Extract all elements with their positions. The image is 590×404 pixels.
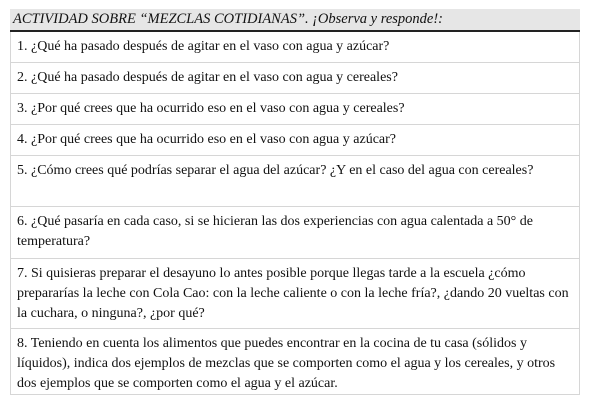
- question-row-2: 2. ¿Qué ha pasado después de agitar en el vaso con agua y cereales?: [10, 63, 580, 94]
- activity-table: [10, 9, 580, 395]
- question-row-5: 5. ¿Cómo crees qué podrías separar el agua del azúcar? ¿Y en el caso del agua con cereales?: [10, 156, 580, 207]
- question-row-3: 3. ¿Por qué crees que ha ocurrido eso en el vaso con agua y cereales?: [10, 94, 580, 125]
- table-header: [10, 9, 580, 32]
- question-row-4: 4. ¿Por qué crees que ha ocurrido eso en el vaso con agua y azúcar?: [10, 125, 580, 156]
- question-row-8: 8. Teniendo en cuenta los alimentos que puedes encontrar en la cocina de tu casa (sólidos y líquidos), indica dos ejemplos de mezclas que se comporten como el agua y los cereales, y otros dos ejemplos que se comporten como el agua y el azúcar.: [10, 329, 580, 395]
- header-title: ACTIVIDAD SOBRE “MEZCLAS COTIDIANAS”.: [13, 11, 313, 27]
- question-row-6: 6. ¿Qué pasaría en cada caso, si se hicieran las dos experiencias con agua calentada a 50° de temperatura?: [10, 207, 580, 259]
- question-row-1: 1. ¿Qué ha pasado después de agitar en el vaso con agua y azúcar?: [10, 32, 580, 63]
- question-row-7: 7. Si quisieras preparar el desayuno lo antes posible porque llegas tarde a la escuela ¿cómo prepararías la leche con Cola Cao: con la leche caliente o con la leche fría?, ¿dando 20 vueltas con la cuchara, o ninguna?, ¿por qué?: [10, 259, 580, 329]
- header-instruction: ¡Observa y responde!:: [312, 11, 444, 27]
